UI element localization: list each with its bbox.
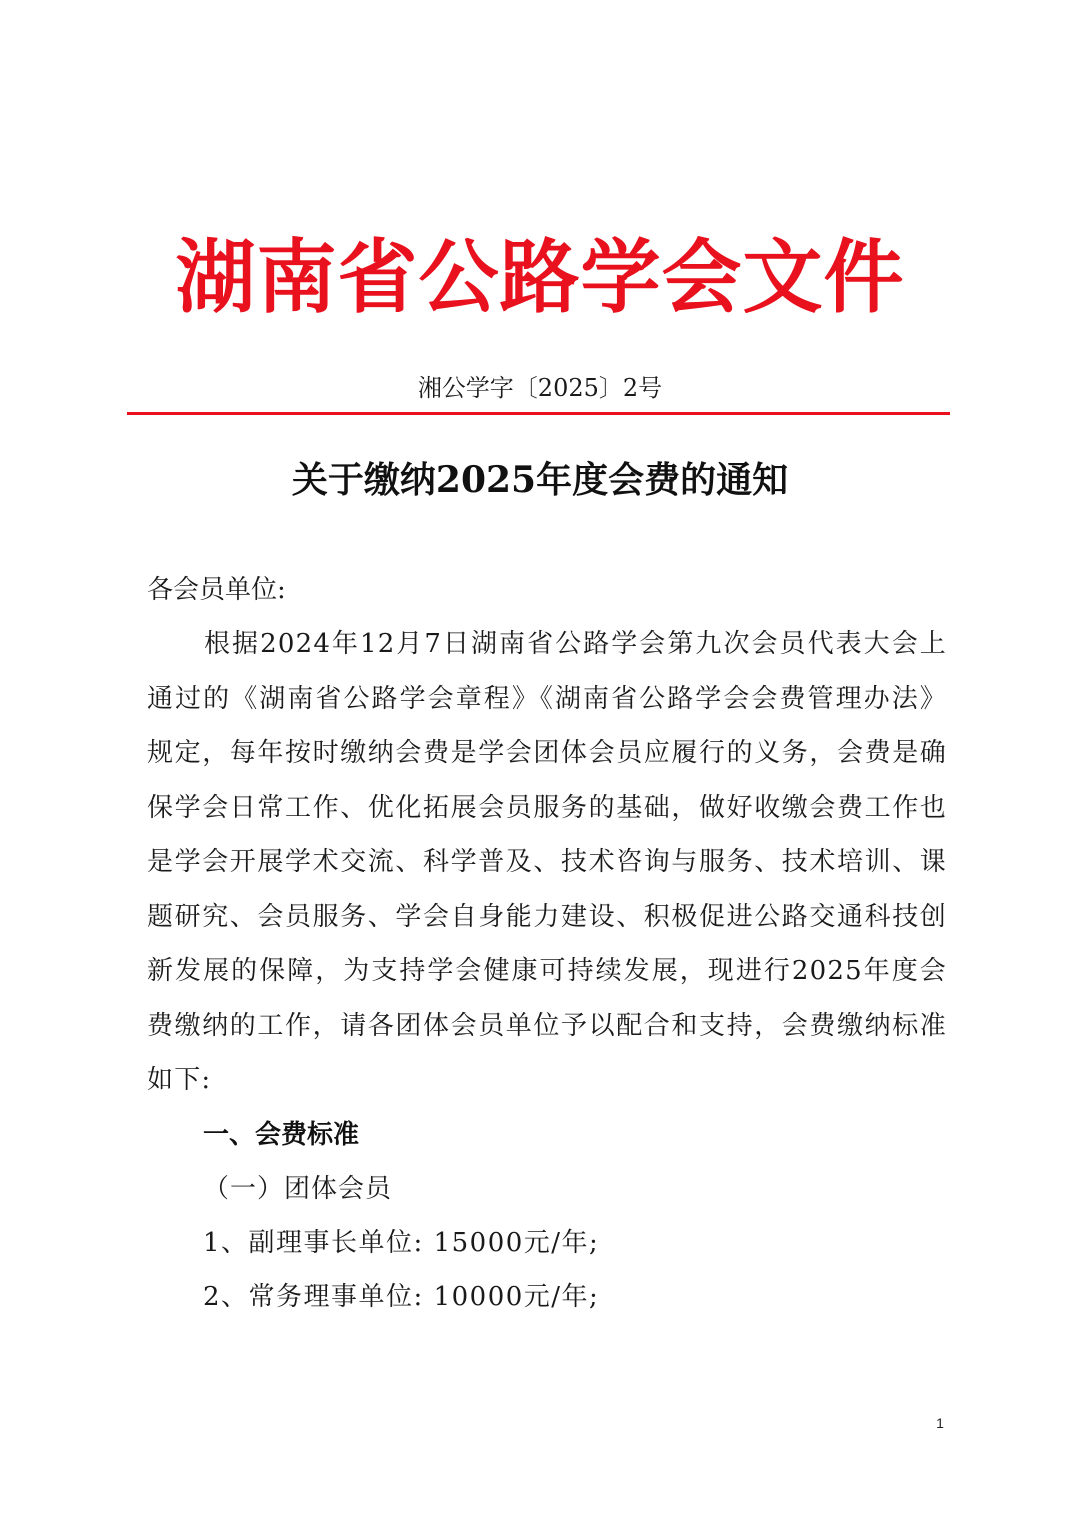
document-number: 湘公学字〔2025〕2号	[417, 374, 663, 402]
notice-title: 关于缴纳2025年度会费的通知	[291, 459, 789, 501]
fee-item-vice-president-unit: 1、副理事长单位: 15000元/年;	[203, 1227, 600, 1258]
salutation: 各会员单位:	[147, 575, 286, 605]
notice-content	[147, 563, 947, 1324]
page-number: 1	[936, 1415, 944, 1431]
fee-item-standing-director-unit: 2、常务理事单位: 10000元/年;	[203, 1281, 600, 1312]
section-heading-fee-standard: 一、会费标准	[203, 1119, 360, 1150]
body-paragraph: 根据2024年12月7日湖南省公路学会第九次会员代表大会上通过的《湖南省公路学会章程》《湖南省公路学会会费管理办法》规定，每年按时缴纳会费是学会团体会员应履行的义务，会费是确保学会日常工作、优化拓展会员服务的基础，做好收缴会费工作也是学会开展学术交流、科学普及、技术咨询与服务、技术培训、课题研究、会员服务、学会自身能力建设、积极促进公路交通科技创新发展的保障，为支持学会健康可持续发展，现进行2025年度会费缴纳的工作，请各团体会员单位予以配合和支持，会费缴纳标准如下:	[147, 629, 947, 1095]
document-header-title: 湖南省公路学会文件	[175, 230, 905, 324]
subsection-heading-group-members: （一）团体会员	[203, 1173, 393, 1204]
red-divider-line	[127, 412, 950, 415]
